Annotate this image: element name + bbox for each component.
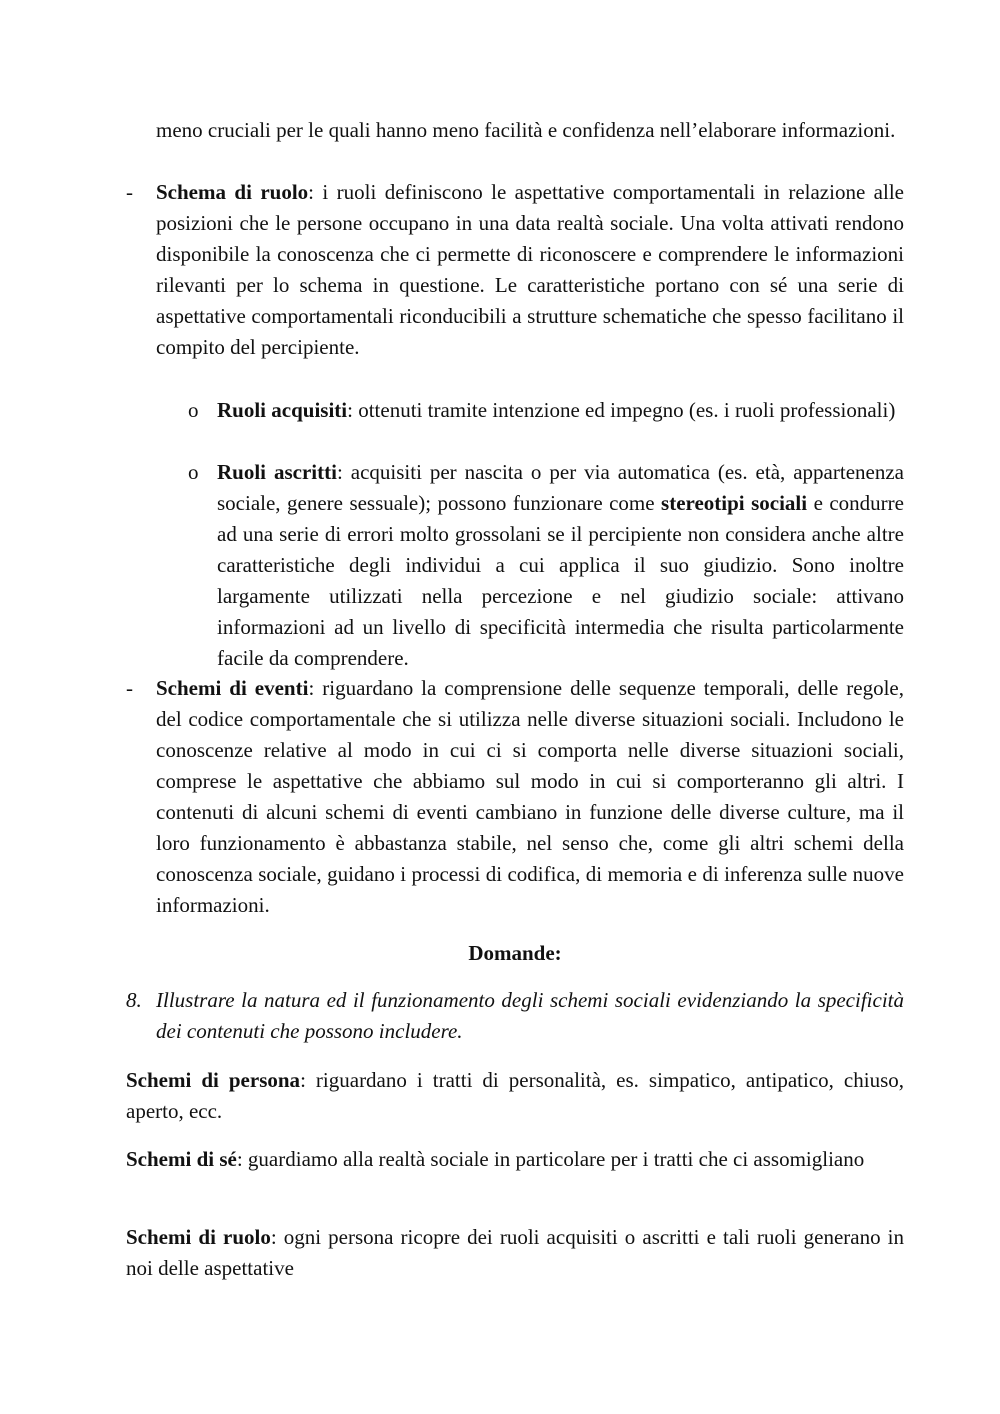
sublist-item-ruoli-acquisiti [217,395,904,426]
answer-schemi-se [126,1144,904,1175]
sublist-item-ruoli-ascritti [217,457,904,674]
text-ruoli-ascritti-a: : acquisiti per nascita o per via automatica (es. età, appartenenza sociale, genere sessuale); possono funzionare come [217,460,904,515]
answer-text: : ogni persona ricopre dei ruoli acquisiti o ascritti e tali ruoli generano in noi delle aspettative [126,1225,904,1280]
answer-term: Schemi di ruolo [126,1225,271,1249]
text-ruoli-ascritti-b: e condurre ad una serie di errori molto grossolani se il percipiente non considera anche altre caratteristiche degli individui a cui applica il suo giudizio. Sono inoltre largamente utilizzati nella percezione e nel giudizio sociale: attivano informazioni ad un livello di specificità intermedia che risulta particolarmente facile da comprendere. [217,491,904,670]
answer-schemi-persona [126,1065,904,1127]
dash-bullet: - [126,676,133,700]
dash-bullet: - [126,180,133,204]
section-heading: Domande: [468,941,562,965]
answer-term: Schemi di persona [126,1068,301,1092]
list-item-schema-ruolo [156,177,904,363]
term-schema-ruolo: Schema di ruolo [156,180,309,204]
question-number: 8. [126,988,142,1012]
circle-bullet: o [188,460,199,484]
term-ruoli-ascritti: Ruoli ascritti [217,460,337,484]
answer-text: : riguardano i tratti di personalità, es. simpatico, antipatico, chiuso, aperto, ecc. [126,1068,905,1123]
list-item-schemi-eventi [156,673,904,921]
text-schema-ruolo: : i ruoli definiscono le aspettative comportamentali in relazione alle posizioni che le persone occupano in una data realtà sociale. Una volta attivati rendono disponibile la conoscenza che ci permette di riconoscere e comprendere le informazioni rilevanti per lo schema in questione. Le caratteristiche portano con sé una serie di aspettative comportamentali riconducibili a strutture schematiche che spesso facilitano il compito del percipiente. [156,180,904,359]
term-stereotipi-sociali: stereotipi sociali [661,491,808,515]
question-text: Illustrare la natura ed il funzionamento degli schemi sociali evidenziando la specificità dei contenuti che possono includere. [156,988,904,1043]
term-ruoli-acquisiti: Ruoli acquisiti [217,398,348,422]
list-item-continuation [156,115,904,146]
answer-schemi-ruolo [126,1222,904,1284]
answer-term: Schemi di sé [126,1147,237,1171]
text-schemi-eventi: : riguardano la comprensione delle sequenze temporali, delle regole, del codice comportamentale che si utilizza nelle diverse situazioni sociali. Includono le conoscenze relative al modo in cui ci si comporta nelle diverse situazioni sociali, comprese le aspettative che abbiamo sul modo in cui si comporteranno gli altri. I contenuti di alcuni schemi di eventi cambiano in funzione delle diverse culture, ma il loro funzionamento è abbastanza stabile, nel senso che, come gli altri schemi della conoscenza sociale, guidano i processi di codifica, di memoria e di inferenza sulle nuove informazioni. [156,676,904,917]
continuation-text: meno cruciali per le quali hanno meno facilità e confidenza nell’elaborare informazioni. [156,118,896,142]
circle-bullet: o [188,398,199,422]
term-schemi-eventi: Schemi di eventi [156,676,309,700]
text-ruoli-acquisiti: : ottenuti tramite intenzione ed impegno (es. i ruoli professionali) [347,398,896,422]
answer-text: : guardiamo alla realtà sociale in particolare per i tratti che ci assomigliano [236,1147,865,1171]
